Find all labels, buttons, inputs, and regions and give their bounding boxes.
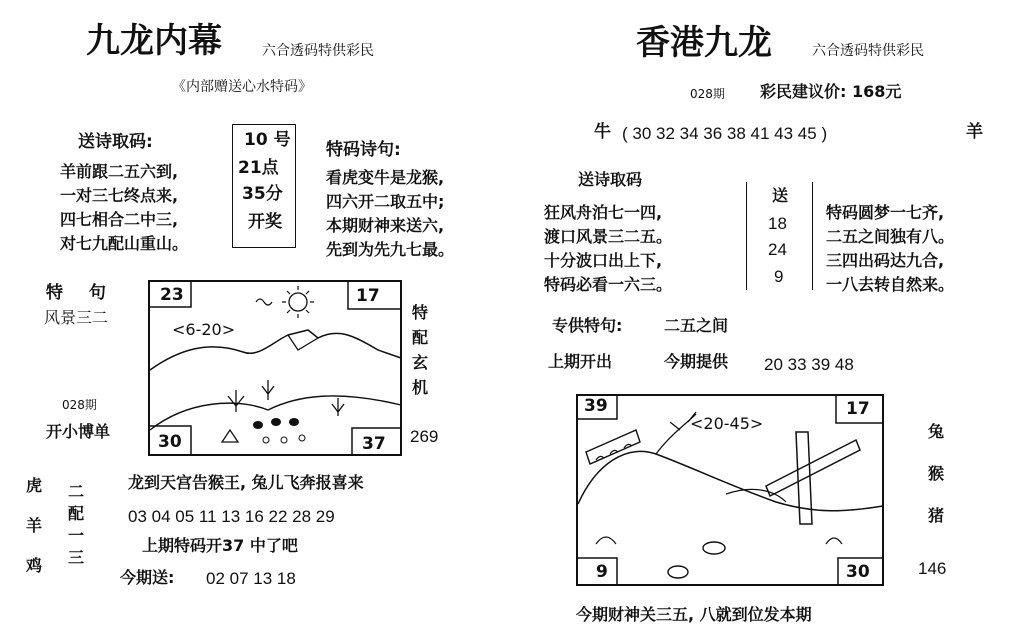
- right-send-1: 18: [768, 214, 787, 233]
- left-tm-line: 看虎变牛是龙猴,: [326, 168, 445, 187]
- right-animal-1: 兔: [928, 422, 945, 441]
- right-today-provide: 今期提供: [664, 352, 729, 371]
- left-small-bet: 开小博单: [46, 422, 111, 441]
- right-pic-br: 30: [846, 562, 870, 582]
- right-tm-line: 三四出码达九合,: [826, 251, 945, 270]
- right-poem-line: 特码必看一六三。: [544, 275, 673, 294]
- draw-time-date: 10 号: [244, 130, 291, 150]
- right-pic-tr: 17: [846, 399, 870, 419]
- left-today-label: 今期送:: [120, 568, 175, 587]
- right-poem-label: 送诗取码: [578, 170, 643, 189]
- left-side-v1: 特: [412, 303, 429, 322]
- right-sheep-label: 羊: [966, 122, 983, 142]
- right-poem-line: 渡口风景三二五。: [544, 227, 673, 246]
- left-special-phrase: 风景三二: [44, 308, 109, 327]
- left-animal-2: 羊: [26, 516, 43, 535]
- right-tm-line: 特码圆梦一七齐,: [826, 203, 945, 222]
- left-tm-line: 先到为先九七最。: [326, 240, 455, 259]
- right-send-label: 送: [772, 186, 789, 205]
- left-numbers: 03 04 05 11 13 16 22 28 29: [128, 507, 335, 526]
- left-subtitle: 六合透码特供彩民: [262, 43, 374, 59]
- left-today-nums: 02 07 13 18: [206, 569, 296, 588]
- right-tm-line: 二五之间独有八。: [826, 227, 955, 246]
- right-animal-2: 猴: [928, 464, 945, 483]
- right-send-3: 9: [774, 267, 784, 286]
- left-pair-4: 三: [68, 548, 85, 567]
- left-title: 九龙内幕: [86, 21, 222, 61]
- right-pic-tl: 39: [584, 396, 608, 416]
- left-tm-line: 四六开二取五中;: [326, 192, 445, 211]
- left-poem: [60, 160, 188, 256]
- right-animal-3: 猪: [928, 506, 945, 525]
- right-issue: 028期: [690, 87, 725, 101]
- left-poem-line: 四七相合二中三,: [60, 210, 179, 229]
- left-side-v4: 机: [412, 378, 429, 397]
- left-poem-line: 一对三七终点来,: [60, 186, 179, 205]
- left-pair-1: 二: [68, 482, 85, 501]
- right-special-text: 二五之间: [664, 316, 729, 335]
- left-pair-3: 一: [68, 526, 85, 545]
- left-pic-br: 37: [362, 434, 386, 454]
- left-pair-2: 配: [68, 504, 85, 523]
- left-side-v3: 玄: [412, 353, 429, 372]
- left-tm-poem: [326, 166, 454, 262]
- draw-time-label: 开奖: [248, 212, 282, 232]
- left-poem-line: 羊前跟二五六到,: [60, 162, 179, 181]
- right-tm-line: 一八去转自然来。: [826, 275, 955, 294]
- left-special-label: 特 句: [46, 283, 116, 303]
- left-banner: 《内部赠送心水特码》: [172, 79, 312, 95]
- right-pic-range: <20-45>: [690, 414, 764, 433]
- right-subtitle: 六合透码特供彩民: [812, 43, 924, 59]
- left-pic-tl: 23: [160, 285, 184, 305]
- left-animal-1: 虎: [26, 476, 43, 495]
- left-pic-bl: 30: [158, 432, 182, 452]
- right-divider-2: [812, 182, 813, 290]
- right-divider-1: [746, 182, 747, 290]
- right-side-num: 146: [918, 559, 947, 578]
- left-issue: 028期: [62, 398, 97, 412]
- right-provide-nums: 20 33 39 48: [764, 355, 854, 374]
- right-title: 香港九龙: [636, 23, 772, 63]
- right-tm-poem: [826, 201, 954, 297]
- left-mountain-drawing: [148, 280, 402, 456]
- right-send-2: 24: [768, 240, 787, 259]
- right-pic-bl: 9: [596, 562, 608, 582]
- left-tm-line: 本期财神来送六,: [326, 216, 445, 235]
- left-side-v2: 配: [412, 328, 429, 347]
- draw-time-minute: 35分: [242, 184, 283, 204]
- right-ox-label: 牛: [594, 122, 611, 142]
- left-tm-label: 特码诗句:: [326, 140, 401, 160]
- left-side-num: 269: [410, 427, 439, 446]
- left-poem-line: 对七九配山重山。: [60, 234, 189, 253]
- right-footer: 今期财神关三五, 八就到位发本期: [576, 605, 812, 624]
- left-last-result: 上期特码开37 中了吧: [142, 536, 298, 555]
- left-verse: 龙到天宫告猴王, 兔儿飞奔报喜来: [128, 473, 364, 492]
- left-poem-label: 送诗取码:: [78, 132, 153, 152]
- right-special-label: 专供特句:: [552, 316, 623, 335]
- right-ox-nums: ( 30 32 34 36 38 41 43 45 ): [622, 124, 828, 143]
- left-animal-3: 鸡: [26, 556, 43, 575]
- right-poem-line: 十分波口出上下,: [544, 251, 663, 270]
- draw-time-hour: 21点: [238, 158, 279, 178]
- left-pic-tr: 17: [356, 286, 380, 306]
- left-pic-range: <6-20>: [172, 320, 236, 339]
- right-poem: [544, 201, 672, 297]
- right-poem-line: 狂风舟泊七一四,: [544, 203, 663, 222]
- right-last-out: 上期开出: [548, 352, 613, 371]
- right-price: 彩民建议价: 168元: [760, 82, 902, 101]
